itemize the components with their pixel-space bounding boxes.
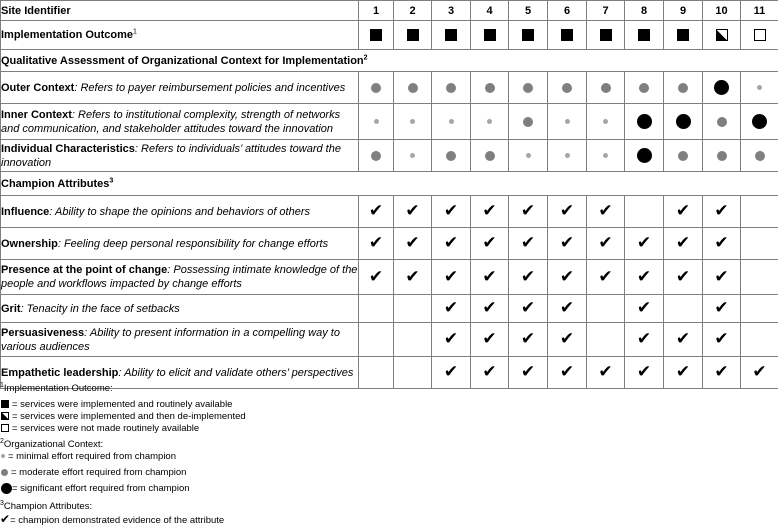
site-header-10: 10 [703,1,741,21]
check-icon: ✔ [482,362,497,382]
large-dot-icon [1,483,12,494]
check-icon: ✔ [443,201,459,221]
check-icon: ✔ [368,233,384,253]
org-context-label: Inner Context: Refers to institutional complexity, strength of networks and communication, and stakeholder attitudes toward the innovation [1,104,359,140]
effort-cell [471,104,509,140]
site-header-4: 4 [471,1,509,21]
check-icon: ✔ [443,266,459,287]
site-header-2: 2 [394,1,432,21]
check-icon: ✔ [675,233,691,253]
check-icon: ✔ [714,266,729,287]
large-dot-icon [676,114,691,129]
check-icon: ✔ [598,362,613,382]
check-icon: ✔ [520,201,536,221]
check-icon: ✔ [443,233,459,253]
medium-dot-icon [523,117,533,127]
small-dot-icon [603,119,608,124]
effort-cell [509,104,548,140]
medium-dot-icon [678,83,688,93]
check-icon: ✔ [405,233,420,253]
outcome-cell [359,21,394,50]
attribute-cell [471,196,509,228]
site-header-8: 8 [625,1,664,21]
legend-item-empty: = services were not made routinely available [0,423,778,435]
attribute-cell [432,196,471,228]
outcome-cell [432,21,471,50]
check-icon: ✔ [482,201,497,221]
attribute-cell [664,228,703,260]
effort-cell [741,72,778,104]
outcome-cell [394,21,432,50]
small-dot-icon [757,85,762,90]
attribute-cell [548,295,587,323]
small-dot-icon [410,119,415,124]
attribute-cell [548,228,587,260]
outcome-cell [509,21,548,50]
full-square-icon [445,29,457,41]
outcome-cell [587,21,625,50]
champion-attribute-label: Persuasiveness: Ability to present information in a compelling way to various audiences [1,323,359,357]
attribute-cell [471,228,509,260]
check-icon: ✔ [559,329,575,349]
medium-dot-icon [485,151,495,161]
outcome-cell [703,21,741,50]
medium-dot-icon [446,83,456,93]
attribute-cell [471,323,509,357]
empty-square-icon [1,424,9,432]
check-icon: ✔ [520,266,536,287]
small-dot-icon [374,119,379,124]
medium-dot-icon [717,117,727,127]
check-icon: ✔ [482,329,497,349]
outcome-cell [664,21,703,50]
attribute-cell [703,196,741,228]
check-icon: ✔ [520,233,536,253]
effort-cell [664,140,703,172]
check-icon: ✔ [443,298,459,318]
legend-champ-title: $^3$Champion Attributes: [0,499,93,512]
site-header-3: 3 [432,1,471,21]
org-context-section [1,50,778,72]
check-icon: ✔ [675,329,691,349]
check-icon: ✔ [443,362,459,382]
check-icon: ✔ [482,298,497,318]
champion-attribute-row [1,196,778,228]
full-square-icon [370,29,382,41]
attribute-cell [359,260,394,295]
large-dot-icon [752,114,767,129]
effort-cell [664,72,703,104]
half-filled-square-icon [716,29,728,41]
effort-cell [394,140,432,172]
medium-dot-icon [601,83,611,93]
attribute-cell [509,323,548,357]
check-icon: ✔ [636,329,652,349]
check-icon: ✔ [368,201,384,221]
small-dot-icon [603,153,608,158]
attribute-cell [509,295,548,323]
champion-attribute-label: Ownership: Feeling deep personal responsibility for change efforts [1,228,359,260]
full-square-icon [561,29,573,41]
effort-cell [703,72,741,104]
attribute-cell [359,196,394,228]
attribute-cell [509,196,548,228]
legend-outcome-title: $^1$Implementation Outcome: [0,381,113,394]
check-icon: ✔ [559,266,575,287]
champion-attribute-row [1,260,778,295]
site-header-11: 11 [741,1,778,21]
site-header-5: 5 [509,1,548,21]
half-filled-square-icon [1,412,9,420]
effort-cell [625,104,664,140]
attribute-cell [432,323,471,357]
effort-cell [625,140,664,172]
attribute-cell [587,196,625,228]
outcome-cell [625,21,664,50]
effort-cell [394,72,432,104]
attribute-cell [625,196,664,228]
small-dot-icon [410,153,415,158]
implementation-outcome-label: Implementation Outcome$^1$ [1,21,359,50]
attribute-cell [432,228,471,260]
medium-dot-icon [639,83,649,93]
attribute-cell [359,295,394,323]
attribute-cell [664,295,703,323]
check-icon: ✔ [598,266,613,287]
attribute-cell [703,228,741,260]
check-icon: ✔ [482,233,497,253]
attribute-cell [432,295,471,323]
site-header-6: 6 [548,1,587,21]
check-icon: ✔ [598,233,613,253]
legend [0,383,778,525]
medium-dot-icon [562,83,572,93]
empty-square-icon [754,29,766,41]
attribute-cell [741,295,778,323]
medium-dot-icon [485,83,495,93]
medium-dot-icon [371,83,381,93]
small-dot-icon [565,119,570,124]
attribute-cell [703,260,741,295]
full-square-icon [522,29,534,41]
large-dot-icon [637,148,652,163]
effort-cell [587,140,625,172]
champion-attribute-row [1,295,778,323]
effort-cell [359,104,394,140]
small-dot-icon [449,119,454,124]
full-square-icon [407,29,419,41]
champion-attribute-row [1,323,778,357]
attribute-cell [471,260,509,295]
attribute-cell [509,228,548,260]
attribute-cell [471,295,509,323]
check-icon: ✔ [675,266,691,287]
medium-dot-icon [678,151,688,161]
effort-cell [741,140,778,172]
medium-dot-icon [1,469,8,476]
attribute-cell [741,260,778,295]
attribute-cell [664,260,703,295]
attribute-cell [741,323,778,357]
attribute-cell [625,228,664,260]
medium-dot-icon [755,151,765,161]
effort-cell [509,72,548,104]
effort-cell [664,104,703,140]
attribute-cell [703,295,741,323]
champion-attribute-label: Grit: Tenacity in the face of setbacks [1,295,359,323]
attribute-cell [625,260,664,295]
effort-cell [548,140,587,172]
champion-attribute-label: Empathetic leadership: Ability to elicit and validate others’ perspectives [1,357,359,389]
attribute-cell [703,323,741,357]
implementation-outcome-row [1,21,778,50]
effort-cell [587,72,625,104]
champion-attribute-row [1,228,778,260]
effort-cell [625,72,664,104]
attribute-cell [394,260,432,295]
outcome-cell [741,21,778,50]
outcome-cell [471,21,509,50]
check-icon: ✔ [714,298,729,318]
large-dot-icon [714,80,729,95]
champion-attribute-label: Influence: Ability to shape the opinions and behaviors of others [1,196,359,228]
org-context-row [1,104,778,140]
effort-cell [548,72,587,104]
effort-cell [394,104,432,140]
check-icon: ✔ [520,362,536,382]
org-context-section-title: Qualitative Assessment of Organizational Context for Implementation$^2$ [1,50,778,72]
check-icon: ✔ [636,362,652,382]
attribute-cell [741,228,778,260]
check-icon: ✔ [520,329,536,349]
site-header-1: 1 [359,1,394,21]
large-dot-icon [637,114,652,129]
org-context-label: Individual Characteristics: Refers to individuals’ attitudes toward the innovation [1,140,359,172]
full-square-icon [638,29,650,41]
champion-attributes-section-title: Champion Attributes$^3$ [1,172,778,196]
small-dot-icon [565,153,570,158]
legend-item-medium: = moderate effort required from champion [0,467,778,479]
check-icon: ✔ [636,233,652,253]
effort-cell [703,104,741,140]
check-icon: ✔ [636,266,652,287]
small-dot-icon [526,153,531,158]
attribute-cell [625,323,664,357]
check-icon: ✔ [559,201,575,221]
attribute-cell [394,228,432,260]
attribute-cell [548,323,587,357]
legend-org-title: $^2$Organizational Context: [0,437,104,450]
effort-cell [359,72,394,104]
check-icon: ✔ [714,233,729,253]
legend-item-large: = significant effort required from champion [0,483,778,497]
check-icon: ✔ [482,266,497,287]
legend-item-half: = services were implemented and then de-implemented [0,411,778,423]
check-icon: ✔ [0,512,11,526]
effort-cell [432,104,471,140]
check-icon: ✔ [714,201,729,221]
attribute-cell [587,228,625,260]
check-icon: ✔ [520,298,536,318]
check-icon: ✔ [714,362,729,382]
attribute-cell [394,323,432,357]
check-icon: ✔ [598,201,613,221]
champion-attributes-section [1,172,778,196]
champion-attribute-label: Presence at the point of change: Possessing intimate knowledge of the people and workflows impacted by change efforts [1,260,359,295]
legend-item-full: = services were implemented and routinely available [0,399,778,411]
full-square-icon [1,400,9,408]
check-icon: ✔ [752,362,767,382]
medium-dot-icon [371,151,381,161]
attribute-cell [359,323,394,357]
org-context-label: Outer Context: Refers to payer reimbursement policies and incentives [1,72,359,104]
effort-cell [509,140,548,172]
attribute-cell [548,260,587,295]
check-icon: ✔ [714,329,729,349]
attribute-cell [394,295,432,323]
site-header-9: 9 [664,1,703,21]
check-icon: ✔ [405,266,420,287]
full-square-icon [677,29,689,41]
attribute-cell [548,196,587,228]
effort-cell [703,140,741,172]
attribute-cell [587,295,625,323]
check-icon: ✔ [368,266,384,287]
medium-dot-icon [717,151,727,161]
site-header-7: 7 [587,1,625,21]
attribute-cell [359,228,394,260]
effort-cell [471,140,509,172]
legend-item-small: = minimal effort required from champion [0,451,778,463]
effort-cell [741,104,778,140]
attribute-cell [587,323,625,357]
attribute-cell [741,196,778,228]
check-icon: ✔ [675,201,691,221]
attribute-cell [432,260,471,295]
header-row [1,1,778,21]
org-context-row [1,72,778,104]
attribute-cell [394,196,432,228]
effort-cell [471,72,509,104]
check-icon: ✔ [559,362,575,382]
site-identifier-header: Site Identifier [1,1,359,21]
org-context-row [1,140,778,172]
check-icon: ✔ [636,298,652,318]
check-icon: ✔ [443,329,459,349]
full-square-icon [600,29,612,41]
attribute-cell [625,295,664,323]
full-square-icon [484,29,496,41]
small-dot-icon [487,119,492,124]
attribute-cell [509,260,548,295]
medium-dot-icon [523,83,533,93]
check-icon: ✔ [559,298,575,318]
outcome-cell [548,21,587,50]
effort-cell [587,104,625,140]
medium-dot-icon [408,83,418,93]
legend-item-check: ✔= champion demonstrated evidence of the attribute [0,512,225,526]
check-icon: ✔ [559,233,575,253]
effort-cell [359,140,394,172]
check-icon: ✔ [675,362,691,382]
table-body [1,1,778,389]
effort-cell [432,72,471,104]
check-icon: ✔ [405,201,420,221]
effort-cell [548,104,587,140]
small-dot-icon [1,454,5,458]
attribute-cell [664,196,703,228]
effort-cell [432,140,471,172]
medium-dot-icon [446,151,456,161]
attribute-cell [587,260,625,295]
attribute-cell [664,323,703,357]
